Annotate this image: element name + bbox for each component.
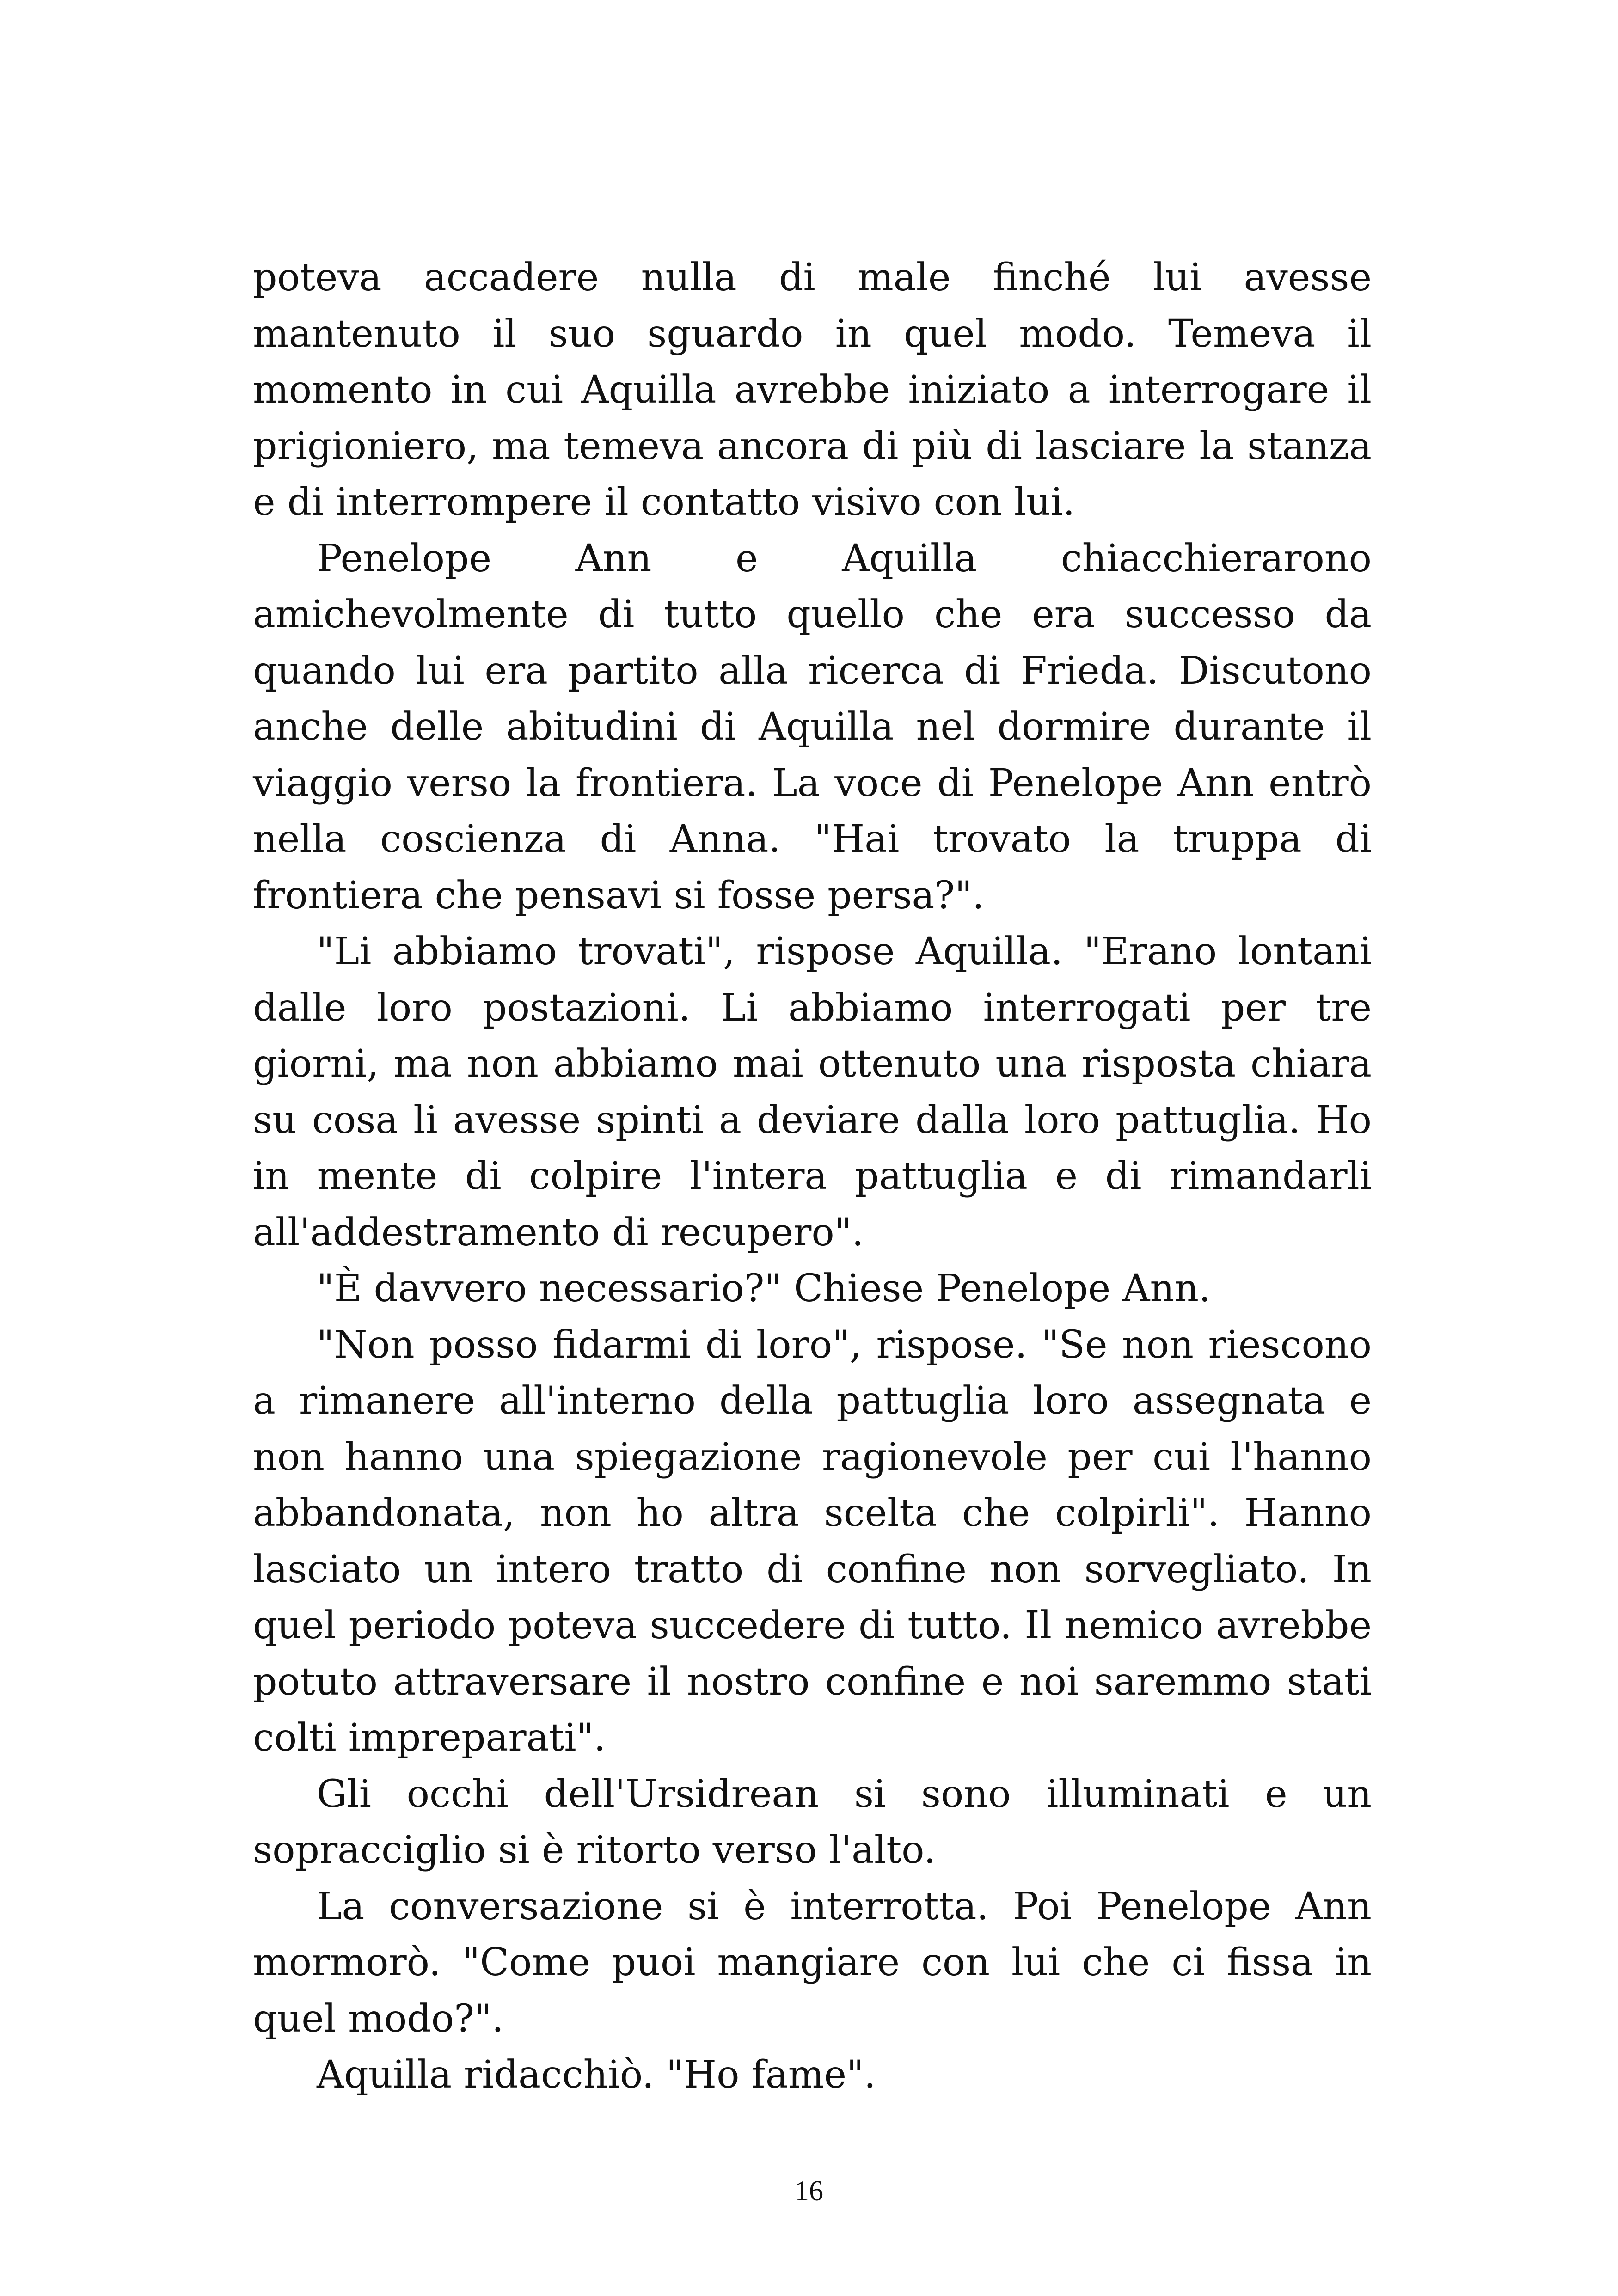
- paragraph-5: "Non posso fidarmi di loro", rispose. "Se non riescono a rimanere all'interno della pattuglia loro assegnata e non hanno una spiegazione ragionevole per cui l'hanno abbandonata, non ho altra scelta che colpirli". Hanno lasciato un intero tratto di confine non sorvegliato. In quel periodo poteva succedere di tutto. Il nemico avrebbe potuto attraversare il nostro confine e noi saremmo stati colti impreparati".: [253, 1322, 1372, 1760]
- paragraph-4: "È davvero necessario?" Chiese Penelope Ann.: [317, 1267, 1211, 1310]
- paragraph-6: Gli occhi dell'Ursidrean si sono illuminati e un sopracciglio si è ritorto verso l'alto.: [253, 1772, 1372, 1872]
- paragraph-7: La conversazione si è interrotta. Poi Penelope Ann mormorò. "Come puoi mangiare con lui che ci fissa in quel modo?".: [253, 1884, 1372, 2041]
- page-number: 16: [795, 2175, 823, 2207]
- paragraph-8: Aquilla ridacchiò. "Ho fame".: [317, 2053, 876, 2097]
- paragraph-2: Penelope Ann e Aquilla chiacchierarono amichevolmente di tutto quello che era successo da quando lui era partito alla ricerca di Frieda. Discutono anche delle abitudini di Aquilla nel dormire durante il viaggio verso la frontiera. La voce di Penelope Ann entrò nella coscienza di Anna. "Hai trovato la truppa di frontiera che pensavi si fosse persa?".: [253, 536, 1372, 918]
- paragraph-3: "Li abbiamo trovati", rispose Aquilla. "Erano lontani dalle loro postazioni. Li abbiamo interrogati per tre giorni, ma non abbiamo mai ottenuto una risposta chiara su cosa li avesse spinti a deviare dalla loro pattuglia. Ho in mente di colpire l'intera pattuglia e di rimandarli all'addestramento di recupero".: [253, 930, 1372, 1255]
- body-text: [253, 250, 1372, 2103]
- paragraph-1: poteva accadere nulla di male finché lui avesse mantenuto il suo sguardo in quel modo. Temeva il momento in cui Aquilla avrebbe iniziato a interrogare il prigioniero, ma temeva ancora di più di lasciare la stanza e di interrompere il contatto visivo con lui.: [253, 256, 1372, 524]
